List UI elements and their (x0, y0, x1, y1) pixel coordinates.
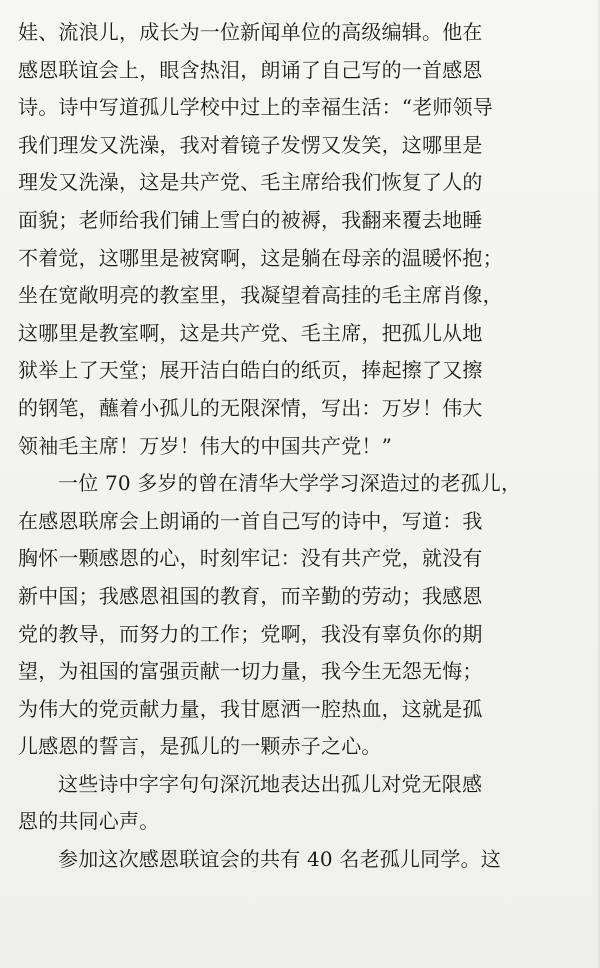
text-line: 望，为祖国的富强贡献一切力量，我今生无怨无悔； (18, 659, 483, 684)
text-line: 一位 70 多岁的曾在清华大学学习深造过的老孤儿， (58, 471, 522, 496)
text-line: 恩的共同心声。 (18, 809, 160, 834)
paragraph-4 (18, 841, 588, 879)
paragraph-3 (18, 766, 588, 841)
text-line: 不着觉，这哪里是被窝啊，这是躺在母亲的温暖怀抱； (18, 245, 503, 270)
paragraph-1 (18, 14, 588, 465)
text-line: 感恩联谊会上，眼含热泪，朗诵了自己写的一首感恩 (18, 57, 483, 82)
text-line: 理发又洗澡，这是共产党、毛主席给我们恢复了人的 (18, 170, 483, 195)
text-line: 面貌；老师给我们铺上雪白的被褥，我翻来覆去地睡 (18, 207, 483, 232)
text-line: 党的教导，而努力的工作；党啊，我没有辜负你的期 (18, 621, 483, 646)
paragraph-2 (18, 465, 588, 766)
text-line: 在感恩联席会上朗诵的一首自己写的诗中，写道：我 (18, 508, 483, 533)
text-line: 娃、流浪儿，成长为一位新闻单位的高级编辑。他在 (18, 20, 483, 44)
text-line: 这些诗中字字句句深沉地表达出孤儿对党无限感 (58, 771, 483, 796)
text-line: 参加这次感恩联谊会的共有 40 名老孤儿同学。这 (58, 847, 501, 872)
text-line: 我们理发又洗澡，我对着镜子发愣又发笑，这哪里是 (18, 132, 483, 157)
text-line: 的钢笔，蘸着小孤儿的无限深情，写出：万岁！伟大 (18, 395, 483, 420)
text-line: 坐在宽敞明亮的教室里，我凝望着高挂的毛主席肖像， (18, 283, 503, 308)
text-line: 儿感恩的誓言，是孤儿的一颗赤子之心。 (18, 734, 382, 759)
text-line: 领袖毛主席！万岁！伟大的中国共产党！” (18, 433, 393, 458)
text-line: 为伟大的党贡献力量，我甘愿洒一腔热血，这就是孤 (18, 696, 483, 721)
text-line: 新中国；我感恩祖国的教育，而辛勤的劳动；我感恩 (18, 583, 483, 608)
text-line: 这哪里是教室啊，这是共产党、毛主席，把孤儿从地 (18, 320, 483, 345)
text-line: 诗。诗中写道孤儿学校中过上的幸福生活：“老师领导 (18, 95, 494, 120)
text-line: 狱举上了天堂；展开洁白皓白的纸页，捧起擦了又擦 (18, 358, 483, 383)
text-line: 胸怀一颗感恩的心，时刻牢记：没有共产党，就没有 (18, 546, 483, 571)
